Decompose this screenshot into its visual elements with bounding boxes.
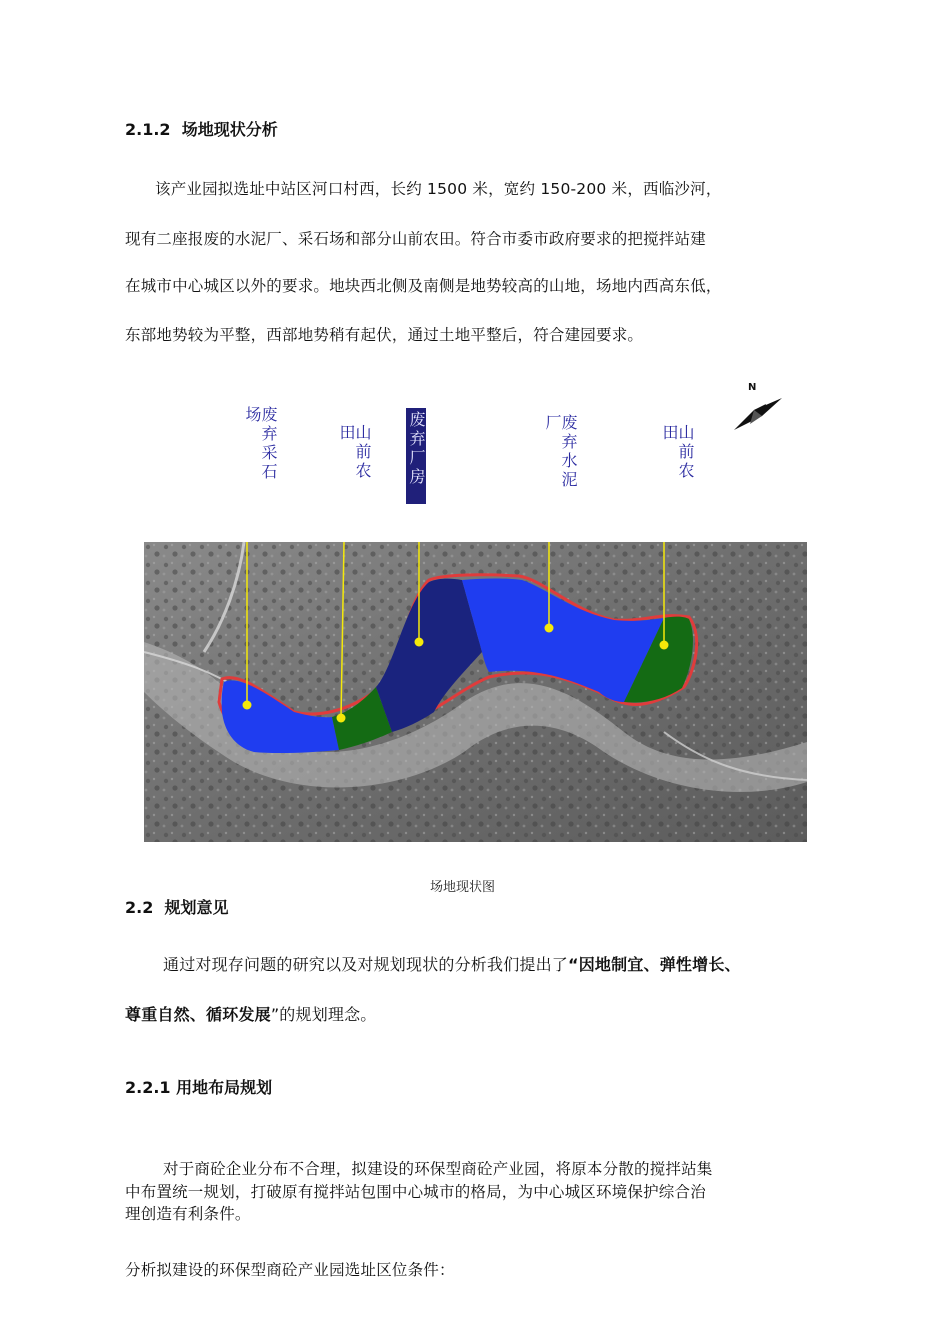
section-heading-2-1-2	[125, 117, 278, 140]
paragraph-line: 对于商砼企业分布不合理，拟建设的环保型商砼产业园，将原本分散的搅拌站集	[163, 1160, 713, 1178]
emphasis-text: “因地制宜、弹性增长、	[568, 955, 741, 974]
figure-label-quarry: 废弃采石场	[243, 406, 278, 482]
figure-label-factory: 废弃厂房	[406, 408, 426, 504]
paragraph-text: ”的规划理念。	[270, 1005, 377, 1024]
section-title: 用地布局规划	[176, 1078, 273, 1097]
figure-caption: 场地现状图	[430, 880, 496, 895]
paragraph-text: 通过对现存问题的研究以及对规划现状的分析我们提出了	[163, 955, 569, 974]
paragraph-line: 理创造有利条件。	[125, 1205, 251, 1223]
paragraph-line: 在城市中心城区以外的要求。地块西北侧及南侧是地势较高的山地，场地内西高东低，	[125, 277, 722, 295]
paragraph-line: 东部地势较为平整，西部地势稍有起伏，通过土地平整后，符合建园要求。	[125, 326, 644, 344]
figure-label-farmland-east: 山前农田	[660, 424, 695, 481]
section-number: 2.2	[125, 898, 154, 917]
section-number: 2.2.1	[125, 1078, 171, 1097]
paragraph-line: 分析拟建设的环保型商砼产业园选址区位条件：	[125, 1261, 455, 1279]
section-title: 规划意见	[164, 898, 229, 917]
section-title: 场地现状分析	[181, 120, 278, 139]
section-number: 2.1.2	[125, 120, 171, 139]
compass-north-letter: N	[748, 382, 757, 393]
paragraph-line: 该产业园拟选址中站区河口村西，长约 1500 米，宽约 150-200 米，西临沙河，	[155, 180, 722, 198]
section-heading-2-2	[125, 895, 229, 918]
compass-icon	[728, 380, 788, 440]
paragraph-line	[163, 952, 741, 975]
paragraph-line: 中布置统一规划，打破原有搅拌站包围中心城市的格局，为中心城区环境保护综合治	[125, 1183, 706, 1201]
figure-label-cement-plant: 废弃水泥厂	[543, 414, 578, 490]
emphasis-text: 尊重自然、循环发展	[125, 1005, 271, 1024]
site-status-map	[144, 542, 807, 842]
paragraph-line: 现有二座报废的水泥厂、采石场和部分山前农田。符合市委市政府要求的把搅拌站建	[125, 230, 706, 248]
section-heading-2-2-1	[125, 1075, 272, 1098]
figure-label-farmland-west: 山前农田	[337, 424, 372, 481]
paragraph-line	[125, 1002, 377, 1025]
